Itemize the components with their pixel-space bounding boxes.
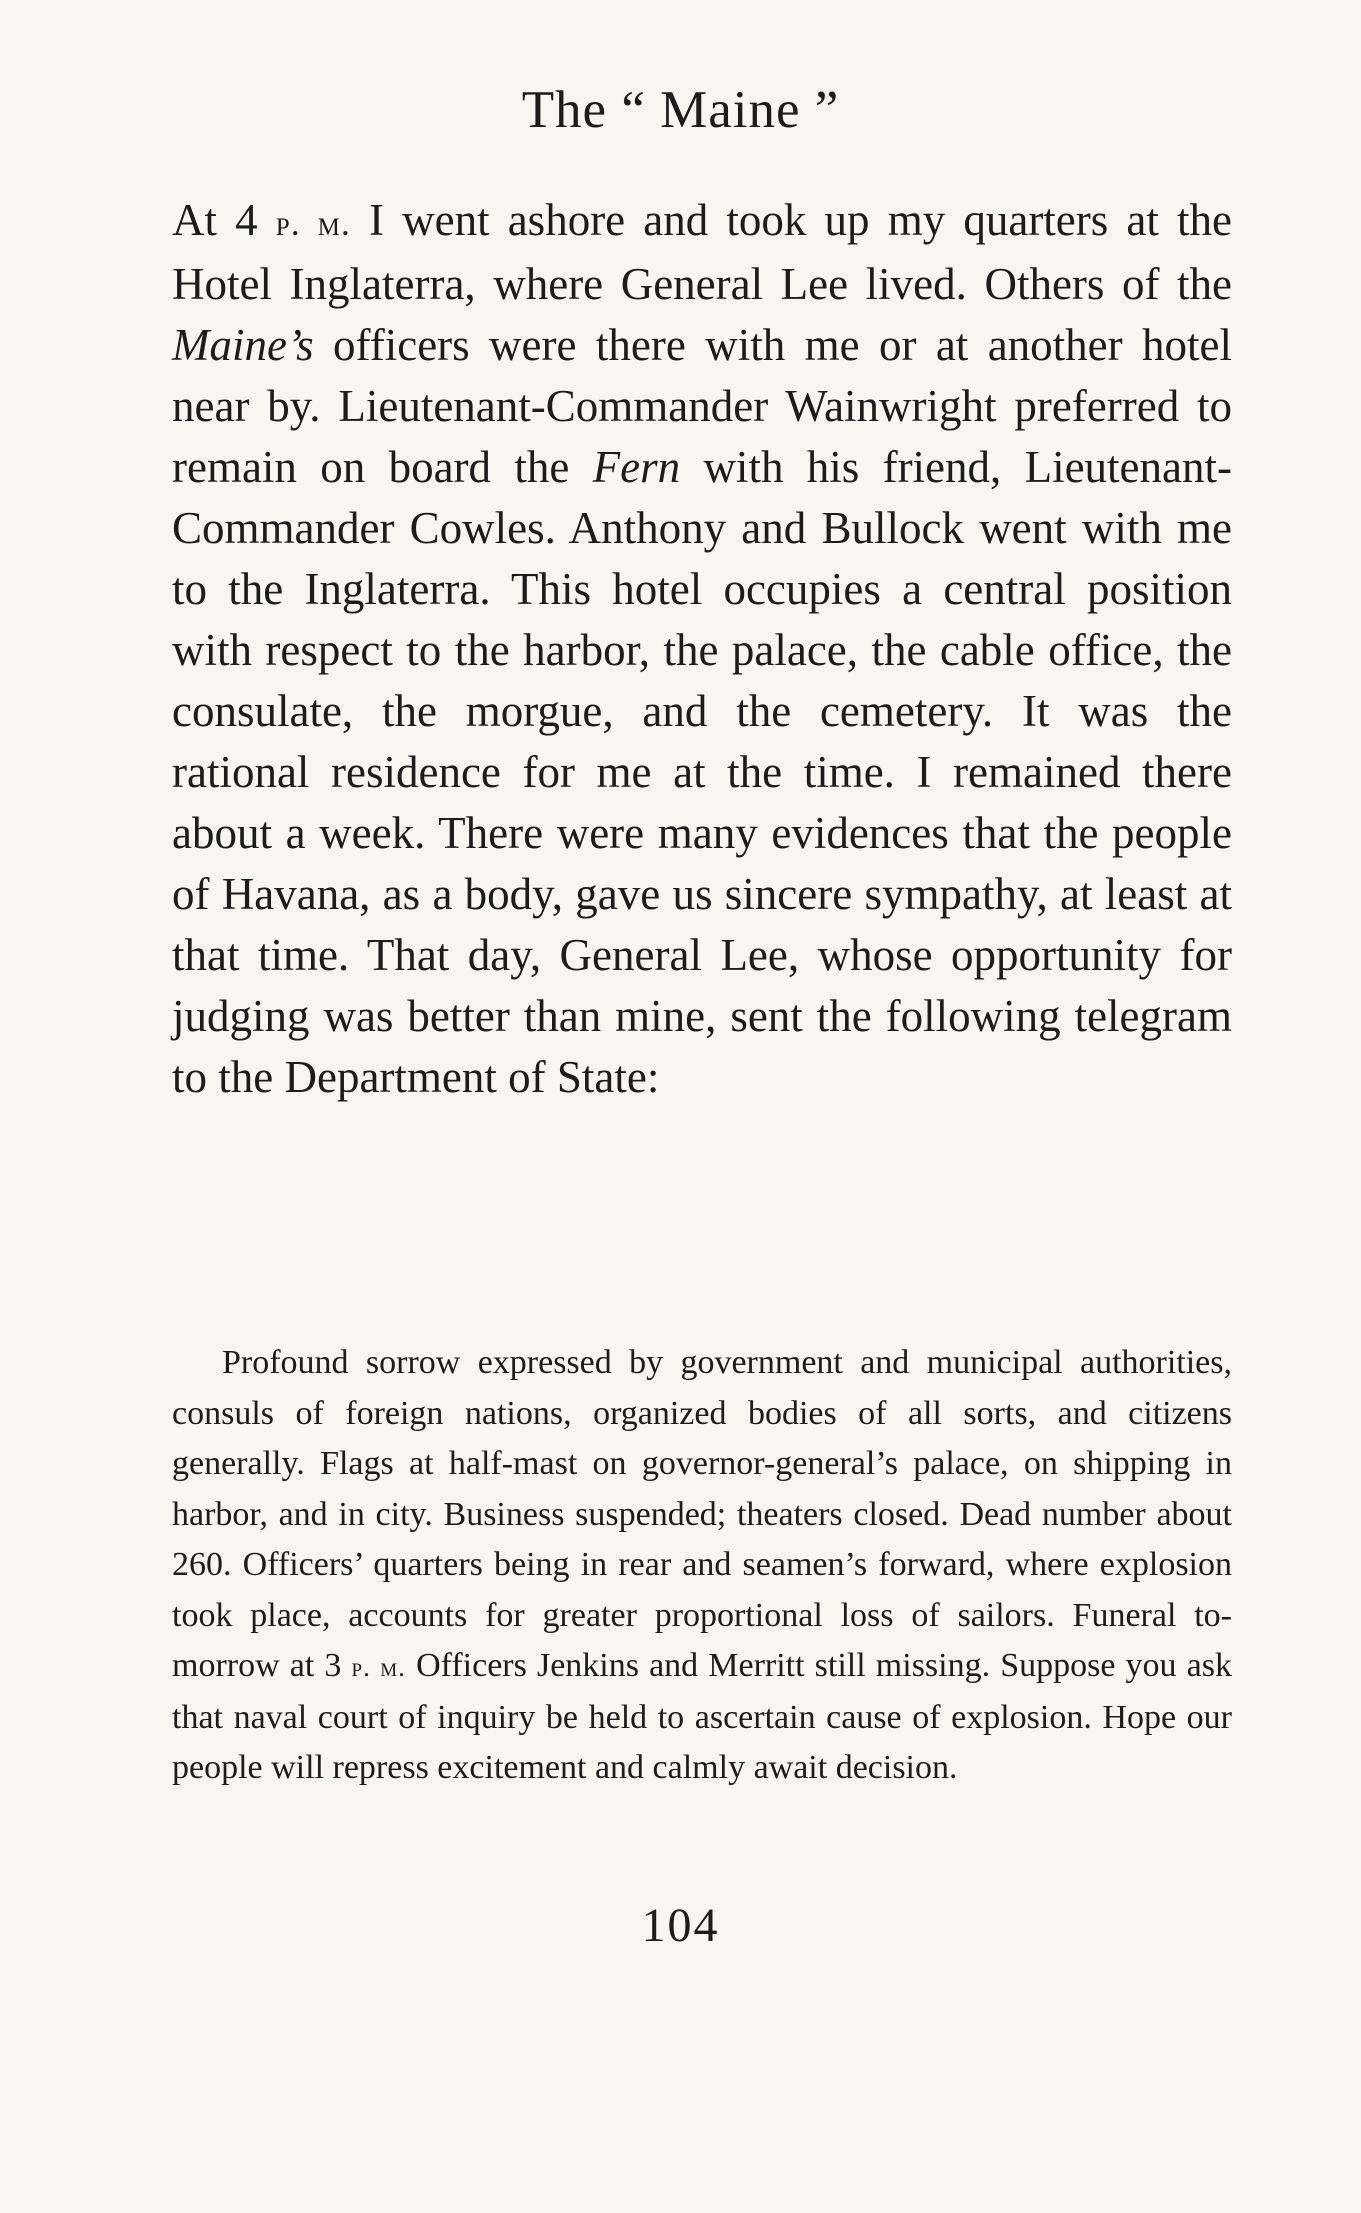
- paragraph-text: [172, 190, 1232, 1108]
- time-abbreviation: p. m.: [351, 1652, 406, 1682]
- time-abbreviation: p. m.: [275, 203, 351, 243]
- main-paragraph: [172, 190, 1232, 1108]
- text-segment: Profound sorrow expressed by government and municipal authorities, consuls of foreign nations, organized bodies of all sorts, and citizens generally. Flags at half-mast on governor-general’s palace, on shipping in harbor, and in city. Business suspended; theaters closed. Dead number about 260. Officers’ quarters being in rear and seamen’s forward, where explosion took place, accounts for greater proportional loss of sailors. Funeral to-morrow at 3: [172, 1344, 1232, 1684]
- ship-name: Maine’s: [172, 320, 314, 370]
- text-segment: Officers Jenkins and Merritt still missing. Suppose you ask that naval court of inquiry be held to ascertain cause of explosion. Hope our people will repress excitement and calmly await decision.: [172, 1647, 1232, 1786]
- text-segment: At 4: [172, 195, 276, 245]
- ship-name: Fern: [592, 442, 681, 492]
- page-number: 104: [641, 1899, 720, 1952]
- text-segment: I went ashore and took up my quarters at the Hotel Inglaterra, where General Lee lived. Others of the: [172, 195, 1233, 309]
- text-segment: with his friend, Lieutenant-Commander Cowles. Anthony and Bullock went with me to the Inglaterra. This hotel occupies a central position with respect to the harbor, the palace, the cable office, the consulate, the morgue, and the cemetery. It was the rational residence for me at the time. I remained there about a week. There were many evidences that the people of Havana, as a body, gave us sincere sympathy, at least at that time. That day, General Lee, whose opportunity for judging was better than mine, sent the following telegram to the Department of State:: [172, 442, 1232, 1102]
- telegram-quote: [172, 1338, 1232, 1794]
- text-segment: officers were there with me or at another hotel near by. Lieutenant-Commander Wainwright preferred to remain on board the: [172, 320, 1232, 492]
- running-head: The “ Maine ”: [521, 81, 840, 139]
- telegram-text: [172, 1338, 1232, 1794]
